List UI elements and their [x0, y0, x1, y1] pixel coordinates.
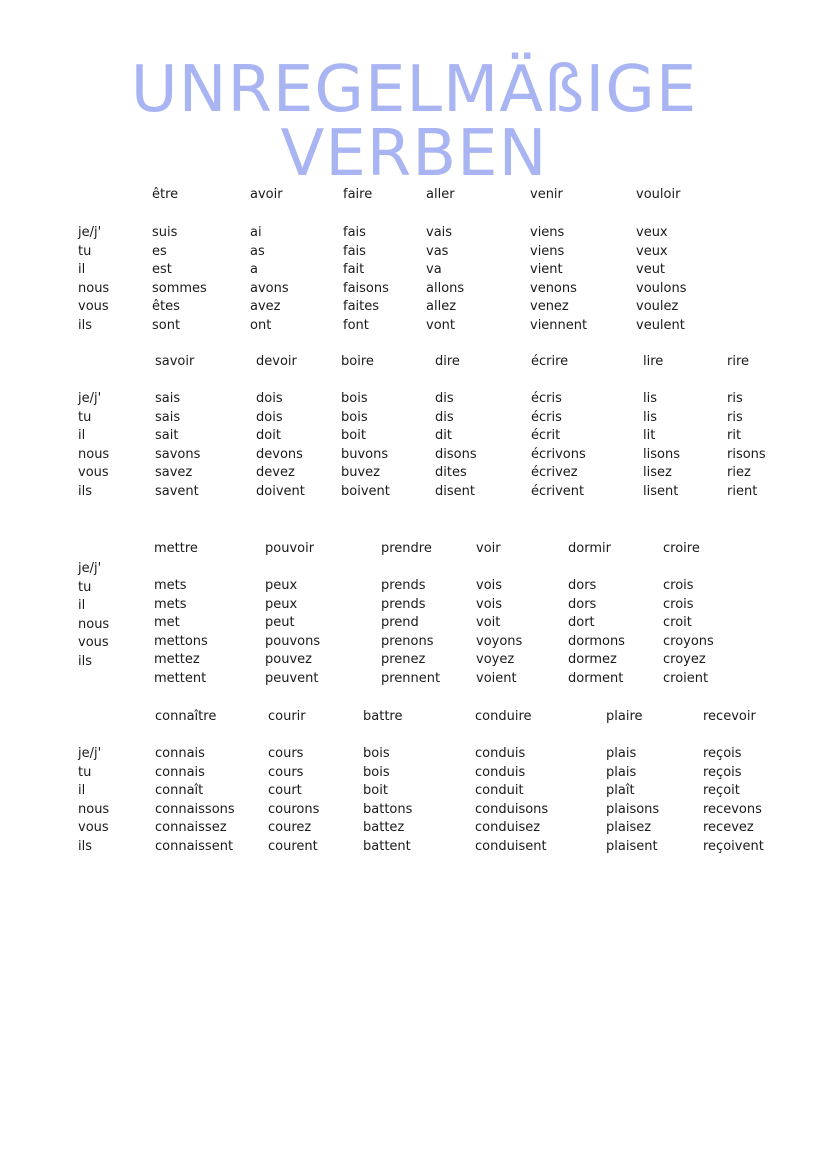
conjugated-form: sait	[155, 428, 179, 443]
conjugated-form: écrit	[531, 428, 561, 443]
conjugated-form: suis	[152, 225, 178, 240]
pronoun-label: ils	[78, 653, 92, 669]
conjugated-form: doit	[256, 428, 281, 443]
conjugated-form: bois	[363, 764, 390, 780]
conjugated-form: dormez	[568, 652, 617, 667]
pronoun-label: tu	[78, 409, 92, 425]
conjugated-form: dors	[568, 578, 597, 593]
conjugated-form: reçoivent	[703, 838, 764, 854]
conjugated-form: boit	[363, 783, 388, 798]
conjugated-form: connaît	[155, 783, 204, 798]
pronoun-label: tu	[78, 764, 92, 780]
verb-infinitive: pouvoir	[265, 541, 315, 556]
conjugated-form: allons	[426, 280, 465, 296]
conjugated-form: courez	[268, 820, 312, 835]
verb-infinitive: connaître	[155, 709, 217, 724]
verb-infinitive: voir	[476, 541, 501, 556]
conjugated-form: disons	[435, 446, 477, 462]
verb-infinitive: dormir	[568, 541, 611, 556]
conjugated-form: boivent	[341, 483, 390, 499]
pronoun-label: ils	[78, 838, 92, 854]
verb-infinitive: venir	[530, 187, 563, 202]
verb-infinitive: courir	[268, 709, 306, 724]
conjugated-form: mettent	[154, 670, 207, 686]
pronoun-label: ils	[78, 483, 92, 499]
conjugated-form: crois	[663, 596, 694, 612]
conjugated-form: connaissent	[155, 838, 234, 854]
conjugated-form: conduisez	[475, 820, 541, 835]
conjugated-form: peux	[265, 596, 298, 612]
conjugated-form: écris	[531, 391, 562, 406]
conjugated-form: fais	[343, 243, 366, 259]
pronoun-label: il	[78, 598, 86, 613]
verb-infinitive: prendre	[381, 541, 432, 556]
conjugated-form: bois	[341, 409, 368, 425]
conjugated-form: vais	[426, 225, 453, 240]
conjugated-form: voient	[476, 670, 517, 686]
conjugated-form: venons	[530, 280, 577, 296]
conjugated-form: faites	[343, 299, 380, 314]
conjugated-form: as	[250, 243, 265, 259]
conjugated-form: lisez	[643, 465, 672, 480]
conjugated-form: devons	[256, 446, 303, 462]
conjugated-form: dites	[435, 465, 467, 480]
verb-infinitive: mettre	[154, 541, 198, 556]
verb-infinitive: aller	[426, 187, 455, 202]
conjugated-form: plais	[606, 746, 637, 761]
conjugated-form: ris	[727, 409, 743, 425]
verb-infinitive: vouloir	[636, 187, 681, 202]
conjugated-form: connaissons	[155, 801, 235, 817]
conjugated-form: battons	[363, 801, 413, 817]
conjugated-form: viens	[530, 243, 565, 259]
conjugated-form: savons	[155, 446, 201, 462]
conjugated-form: boit	[341, 428, 366, 443]
verb-infinitive: être	[152, 187, 179, 202]
conjugated-form: a	[250, 262, 258, 277]
conjugated-form: vois	[476, 596, 503, 612]
conjugated-form: croyons	[663, 633, 714, 649]
conjugated-form: mettez	[154, 652, 200, 667]
conjugated-form: dit	[435, 428, 452, 443]
conjugated-form: mets	[154, 596, 187, 612]
pronoun-label: ils	[78, 317, 92, 333]
conjugated-form: connais	[155, 746, 205, 761]
conjugated-form: conduis	[475, 764, 526, 780]
conjugated-form: courons	[268, 801, 320, 817]
pronoun-label: vous	[78, 299, 109, 314]
conjugated-form: peut	[265, 615, 295, 630]
conjugated-form: plaisez	[606, 820, 652, 835]
conjugated-form: recevons	[703, 801, 762, 817]
conjugated-form: mettons	[154, 633, 208, 649]
conjugated-form: devez	[256, 465, 295, 480]
conjugated-form: vois	[476, 578, 503, 593]
conjugated-form: prend	[381, 615, 419, 630]
conjugated-form: écrivons	[531, 446, 586, 462]
pronoun-label: vous	[78, 635, 109, 650]
conjugated-form: courent	[268, 838, 318, 854]
conjugated-form: prends	[381, 578, 426, 593]
conjugated-form: veulent	[636, 317, 685, 333]
conjugated-form: sais	[155, 409, 181, 425]
conjugated-form: avons	[250, 280, 289, 296]
conjugated-form: va	[426, 262, 442, 277]
conjugated-form: conduis	[475, 746, 526, 761]
verb-infinitive: conduire	[475, 709, 532, 724]
pronoun-label: vous	[78, 465, 109, 480]
conjugated-form: buvons	[341, 446, 389, 462]
conjugated-form: conduit	[475, 783, 524, 798]
conjugated-form: ont	[250, 317, 272, 333]
conjugated-form: voyez	[476, 652, 515, 667]
conjugated-form: sommes	[152, 280, 207, 296]
conjugated-form: dois	[256, 409, 283, 425]
conjugated-form: pouvez	[265, 652, 312, 667]
conjugated-form: connaissez	[155, 820, 227, 835]
conjugated-form: lis	[643, 409, 657, 425]
conjugated-form: reçoit	[703, 783, 740, 798]
conjugated-form: es	[152, 243, 167, 259]
conjugated-form: reçois	[703, 746, 742, 761]
conjugated-form: venez	[530, 299, 569, 314]
conjugated-form: lisons	[643, 446, 680, 462]
conjugated-form: prenons	[381, 633, 434, 649]
pronoun-label: je/j'	[78, 746, 102, 761]
conjugated-form: voit	[476, 615, 501, 630]
verb-infinitive: savoir	[155, 354, 195, 369]
conjugated-form: disent	[435, 483, 475, 499]
conjugated-form: ris	[727, 391, 743, 406]
conjugated-form: allez	[426, 299, 457, 314]
conjugated-form: croit	[663, 615, 692, 630]
conjugated-form: dis	[435, 409, 454, 425]
conjugated-form: vient	[530, 262, 563, 277]
conjugated-form: dis	[435, 391, 454, 406]
conjugated-form: veux	[636, 225, 668, 240]
verb-infinitive: faire	[343, 187, 373, 202]
conjugated-form: met	[154, 615, 180, 630]
conjugated-form: plais	[606, 764, 637, 780]
pronoun-label: nous	[78, 446, 110, 462]
conjugated-form: reçois	[703, 764, 742, 780]
conjugated-form: conduisons	[475, 801, 549, 817]
pronoun-label: nous	[78, 616, 110, 632]
pronoun-label: je/j'	[78, 561, 102, 576]
conjugated-form: dormons	[568, 633, 625, 649]
verb-infinitive: plaire	[606, 709, 643, 724]
conjugated-form: écris	[531, 409, 562, 425]
conjugated-form: croient	[663, 670, 709, 686]
verb-infinitive: avoir	[250, 187, 283, 202]
pronoun-label: je/j'	[78, 225, 102, 240]
conjugated-form: ai	[250, 225, 262, 240]
conjugated-form: viens	[530, 225, 565, 240]
conjugated-form: dors	[568, 596, 597, 612]
conjugated-form: battent	[363, 838, 411, 854]
conjugated-form: savent	[155, 483, 199, 499]
conjugated-form: buvez	[341, 465, 381, 480]
conjugated-form: fais	[343, 225, 366, 240]
pronoun-label: il	[78, 783, 86, 798]
conjugated-form: mets	[154, 578, 187, 593]
conjugated-form: risons	[727, 446, 766, 462]
conjugated-form: croyez	[663, 652, 706, 667]
verb-infinitive: dire	[435, 354, 460, 369]
conjugated-form: pouvons	[265, 633, 321, 649]
page-title: UNREGELMÄßIGE VERBEN	[130, 53, 698, 191]
conjugated-form: voyons	[476, 633, 523, 649]
conjugated-form: bois	[341, 391, 368, 406]
conjugated-form: sais	[155, 391, 181, 406]
conjugated-form: doivent	[256, 483, 305, 499]
verb-infinitive: lire	[643, 354, 664, 369]
conjugated-form: plaît	[606, 783, 635, 798]
pronoun-label: je/j'	[78, 391, 102, 406]
conjugated-form: lit	[643, 428, 656, 443]
conjugated-form: recevez	[703, 820, 754, 835]
conjugated-form: rit	[727, 428, 742, 443]
conjugated-form: conduisent	[475, 838, 547, 854]
conjugated-form: vont	[426, 317, 455, 333]
conjugated-form: dort	[568, 615, 595, 630]
conjugated-form: plaisons	[606, 801, 660, 817]
conjugated-form: dois	[256, 391, 283, 406]
conjugated-form: faisons	[343, 280, 389, 296]
conjugated-form: veux	[636, 243, 668, 259]
conjugated-form: font	[343, 317, 369, 333]
pronoun-label: il	[78, 262, 86, 277]
conjugated-form: battez	[363, 820, 405, 835]
conjugated-form: prennent	[381, 670, 441, 686]
conjugated-form: écrivez	[531, 465, 578, 480]
conjugated-form: viennent	[530, 317, 588, 333]
conjugated-form: prenez	[381, 652, 426, 667]
pronoun-label: nous	[78, 280, 110, 296]
verb-infinitive: devoir	[256, 354, 297, 369]
conjugated-form: peuvent	[265, 670, 319, 686]
conjugated-form: dorment	[568, 670, 624, 686]
conjugated-form: plaisent	[606, 838, 658, 854]
conjugated-form: court	[268, 783, 302, 798]
conjugated-form: êtes	[152, 299, 180, 314]
conjugated-form: écrivent	[531, 483, 585, 499]
conjugated-form: vas	[426, 243, 449, 259]
conjugated-form: lis	[643, 391, 657, 406]
pronoun-label: tu	[78, 243, 92, 259]
conjugated-form: cours	[268, 746, 304, 761]
verb-infinitive: écrire	[531, 354, 569, 369]
verb-infinitive: croire	[663, 541, 700, 556]
conjugated-form: lisent	[643, 483, 679, 499]
pronoun-label: nous	[78, 801, 110, 817]
conjugated-form: sont	[152, 317, 181, 333]
conjugated-form: crois	[663, 578, 694, 593]
verb-infinitive: rire	[727, 354, 750, 369]
conjugated-form: riez	[727, 465, 751, 480]
verb-infinitive: recevoir	[703, 709, 756, 724]
pronoun-label: tu	[78, 579, 92, 595]
conjugated-form: rient	[727, 483, 758, 499]
conjugated-form: est	[152, 262, 172, 277]
conjugated-form: voulez	[636, 299, 679, 314]
verb-infinitive: boire	[341, 354, 374, 369]
conjugated-form: cours	[268, 764, 304, 780]
verb-infinitive: battre	[363, 709, 403, 724]
conjugated-form: veut	[636, 262, 666, 277]
conjugated-form: avez	[250, 299, 281, 314]
pronoun-label: il	[78, 428, 86, 443]
conjugated-form: fait	[343, 262, 365, 277]
conjugated-form: connais	[155, 764, 205, 780]
conjugated-form: prends	[381, 596, 426, 612]
conjugated-form: voulons	[636, 280, 687, 296]
conjugated-form: peux	[265, 578, 298, 593]
conjugated-form: bois	[363, 746, 390, 761]
pronoun-label: vous	[78, 820, 109, 835]
conjugated-form: savez	[155, 465, 193, 480]
